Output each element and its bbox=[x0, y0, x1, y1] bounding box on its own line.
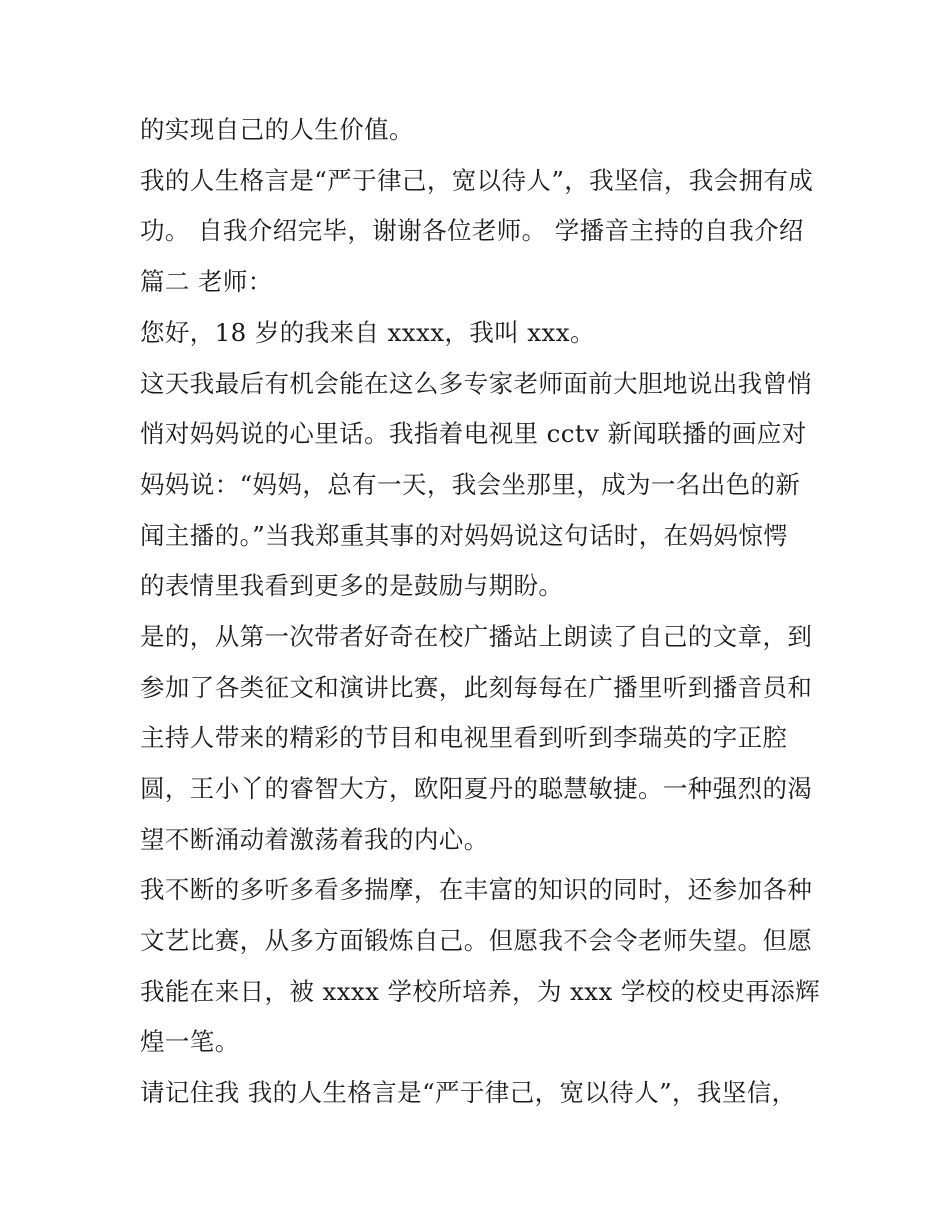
text-line: 主持人带来的精彩的节目和电视里看到听到李瑞英的字正腔 bbox=[140, 723, 788, 752]
text-line: 闻主播的。”当我郑重其事的对妈妈说这句话时，在妈妈惊愕 bbox=[140, 521, 789, 550]
text-line: 功。 自我介绍完毕，谢谢各位老师。 学播音主持的自我介绍 bbox=[140, 216, 804, 245]
text-line: 我不断的多听多看多揣摩，在丰富的知识的同时，还参加各种 bbox=[140, 875, 813, 904]
text-line: 文艺比赛，从多方面锻炼自己。但愿我不会令老师失望。但愿 bbox=[140, 926, 813, 955]
text-line: 煌一笔。 bbox=[140, 1027, 240, 1056]
text-line: 悄对妈妈说的心里话。我指着电视里 cctv 新闻联播的画应对 bbox=[140, 419, 807, 448]
text-line: 请记住我 我的人生格言是“严于律己，宽以待人”，我坚信， bbox=[140, 1078, 797, 1107]
text-line: 篇二 老师： bbox=[140, 267, 273, 296]
text-line: 您好，18 岁的我来自 xxxx，我叫 xxx。 bbox=[140, 318, 595, 347]
text-line: 我的人生格言是“严于律己，宽以待人”，我坚信，我会拥有成 bbox=[140, 166, 814, 195]
text-line: 的表情里我看到更多的是鼓励与期盼。 bbox=[140, 571, 564, 600]
text-line: 妈妈说：“妈妈，总有一天，我会坐那里，成为一名出色的新 bbox=[140, 470, 801, 499]
text-line: 是的，从第一次带者好奇在校广播站上朗读了自己的文章，到 bbox=[140, 622, 813, 651]
text-line: 望不断涌动着激荡着我的内心。 bbox=[140, 825, 489, 854]
text-line: 圆，王小丫的睿智大方，欧阳夏丹的聪慧敏捷。一种强烈的渴 bbox=[140, 774, 813, 803]
text-line: 我能在来日，被 xxxx 学校所培养，为 xxx 学校的校史再添辉 bbox=[140, 977, 821, 1006]
text-line: 参加了各类征文和演讲比赛，此刻每每在广播里听到播音员和 bbox=[140, 673, 813, 702]
text-line: 这天我最后有机会能在这么多专家老师面前大胆地说出我曾悄 bbox=[140, 369, 813, 398]
text-line: 的实现自己的人生价值。 bbox=[140, 115, 414, 144]
